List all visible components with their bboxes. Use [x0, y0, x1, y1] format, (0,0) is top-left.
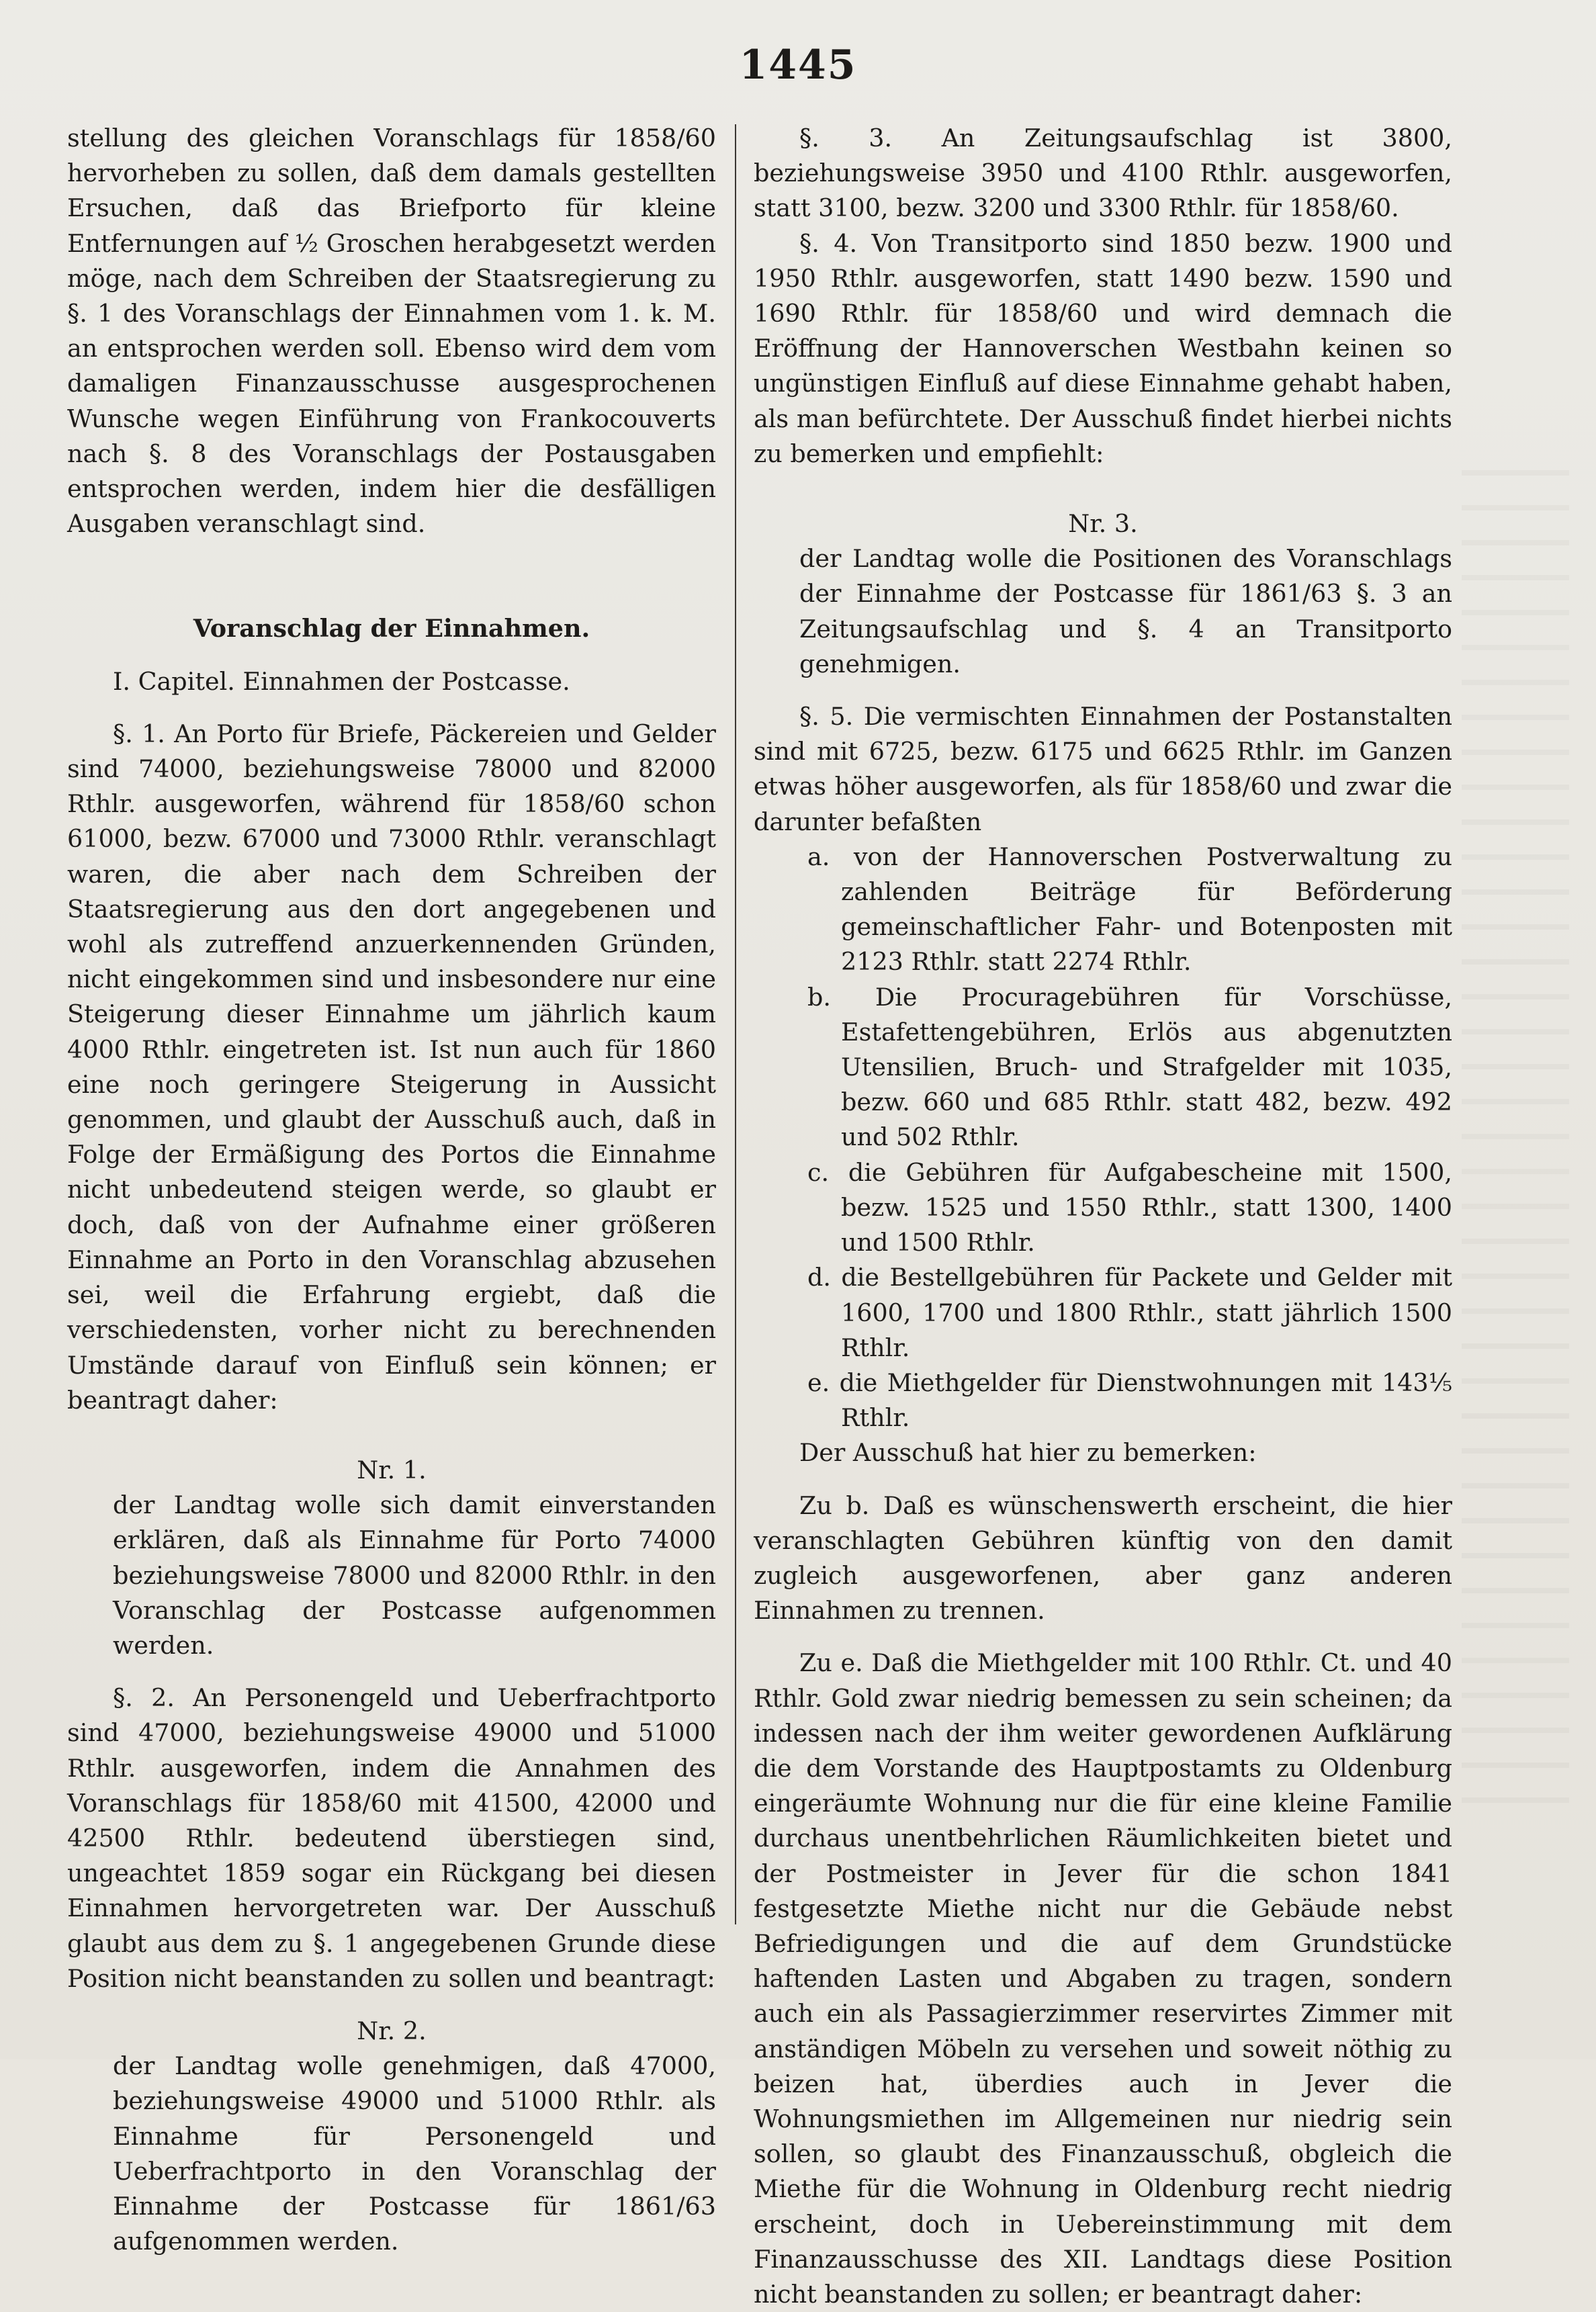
continuation-paragraph: stellung des gleichen Voranschlags für 1858/60 hervorheben zu sollen, daß dem damals gestellten Ersuchen, daß das Briefporto für kleine Entfernungen auf ½ Groschen herabgesetzt werden möge, nach dem Schreiben der Staatsregierung zu §. 1 des Voranschlags der Einnahmen vom 1. k. M. an entsprochen werden soll. Ebenso wird dem vom damaligen Finanzausschusse ausgesprochenen Wunsche wegen Einführung von Frankocouverts nach §. 8 des Voranschlags der Postausgaben entsprochen werden, indem hier die desfälligen Ausgaben veranschlagt sind.: [67, 124, 716, 539]
list-item-b: b. Die Procuragebühren für Vorschüsse, Estafettengebühren, Erlös aus abgenutzten Utensilien, Bruch- und Strafgelder mit 1035, bezw. 660 und 685 Rthlr. statt 482, bezw. 492 und 502 Rthlr.: [807, 982, 1452, 1152]
list-item-e: e. die Miethgelder für Dienstwohnungen mit 143⅕ Rthlr.: [807, 1368, 1452, 1433]
motion-2: der Landtag wolle genehmigen, daß 47000, beziehungsweise 49000 und 51000 Rthlr. als Einnahme für Personengeld und Ueberfrachtporto in den Voranschlag der Einnahme der Postcasse für 1861/63 aufgenommen werden.: [113, 2051, 716, 2256]
column-divider: [735, 124, 736, 1924]
paragraph-s4: §. 4. Von Transitporto sind 1850 bezw. 1900 und 1950 Rthlr. ausgeworfen, statt 1490 bezw. 1590 und 1690 Rthlr. für 1858/60 und wird demnach die Eröffnung der Hannoverschen Westbahn keinen so ungünstigen Einfluß auf diese Einnahme gehabt haben, als man befürchtete. Der Ausschuß findet hierbei nichts zu bemerken und empfiehlt:: [754, 228, 1452, 468]
motion-1: der Landtag wolle sich damit einverstanden erklären, daß als Einnahme für Porto 74000 beziehungsweise 78000 und 82000 Rthlr. in den Voranschlag der Postcasse aufgenommen werden.: [113, 1491, 716, 1660]
right-column: [754, 121, 1452, 2312]
motion-number-1: Nr. 1.: [357, 1455, 427, 1484]
remark-intro: Der Ausschuß hat hier zu bemerken:: [799, 1438, 1257, 1468]
motion-3: der Landtag wolle die Positionen des Voranschlags der Einnahme der Postcasse für 1861/63 §. 3 an Zeitungsaufschlag und §. 4 an Transitporto genehmigen.: [799, 544, 1452, 678]
paragraph-s1: §. 1. An Porto für Briefe, Päckereien und Gelder sind 74000, beziehungsweise 78000 und 82000 Rthlr. ausgeworfen, während für 1858/60 schon 61000, bezw. 67000 und 73000 Rthlr. veranschlagt waren, die aber nach dem Schreiben der Staatsregierung aus den dort angegebenen und wohl als zutreffend anzuerkennenden Gründen, nicht eingekommen sind und insbesondere nur eine Steigerung dieser Einnahme um jährlich kaum 4000 Rthlr. eingetreten ist. Ist nun auch für 1860 eine noch geringere Steigerung in Aussicht genommen, und glaubt der Ausschuß auch, daß in Folge der Ermäßigung des Portos die Einnahme nicht unbedeutend steigen werde, so glaubt er doch, daß von der Aufnahme einer größeren Einnahme an Porto in den Voranschlag abzusehen sei, weil die Erfahrung ergiebt, daß die verschiedensten, vorher nicht zu berechnenden Umstände darauf von Einfluß sein können; er beantragt daher:: [67, 719, 716, 1415]
show-through-texture: [1462, 470, 1569, 1814]
remark-zu-b: Zu b. Daß es wünschenswerth erscheint, die hier veranschlagten Gebühren künftig von den damit zugleich ausgeworfenen, aber ganz anderen Einnahmen zu trennen.: [754, 1491, 1452, 1626]
list-item-c: c. die Gebühren für Aufgabescheine mit 1500, bezw. 1525 und 1550 Rthlr., statt 1300, 1400 und 1500 Rthlr.: [807, 1157, 1452, 1257]
list-item-d: d. die Bestellgebühren für Packete und Gelder mit 1600, 1700 und 1800 Rthlr., statt jährlich 1500 Rthlr.: [807, 1263, 1452, 1362]
page-number: 1445: [739, 42, 857, 89]
paragraph-s2: §. 2. An Personengeld und Ueberfrachtporto sind 47000, beziehungsweise 49000 und 51000 Rthlr. ausgeworfen, indem die Annahmen des Voranschlags für 1858/60 mit 41500, 42000 und 42500 Rthlr. bedeutend überstiegen sind, ungeachtet 1859 sogar ein Rückgang bei diesen Einnahmen hervorgetreten war. Der Ausschuß glaubt aus dem zu §. 1 angegebenen Grunde diese Position nicht beanstanden zu sollen und beantragt:: [67, 1683, 716, 1993]
left-column: [67, 121, 716, 2259]
list-item-a: a. von der Hannoverschen Postverwaltung zu zahlenden Beiträge für Beförderung gemeinschaftlicher Fahr- und Botenposten mit 2123 Rthlr. statt 2274 Rthlr.: [807, 842, 1452, 977]
motion-number-3: Nr. 3.: [1068, 509, 1138, 539]
paragraph-s5: §. 5. Die vermischten Einnahmen der Postanstalten sind mit 6725, bezw. 6175 und 6625 Rthlr. im Ganzen etwas höher ausgeworfen, als für 1858/60 und zwar die darunter befaßten: [754, 702, 1452, 836]
paragraph-s3: §. 3. An Zeitungsaufschlag ist 3800, beziehungsweise 3950 und 4100 Rthlr. ausgeworfen, statt 3100, bezw. 3200 und 3300 Rthlr. für 1858/60.: [754, 124, 1452, 223]
chapter-title: I. Capitel. Einnahmen der Postcasse.: [113, 666, 570, 696]
remark-zu-e: Zu e. Daß die Miethgelder mit 100 Rthlr. Ct. und 40 Rthlr. Gold zwar niedrig bemessen zu sein scheinen; da indessen nach der ihm weiter gewordenen Aufklärung die dem Vorstande des Hauptpostamts zu Oldenburg eingeräumte Wohnung nur die für eine kleine Familie durchaus unentbehrlichen Räumlichkeiten bietet und der Postmeister in Jever für die schon 1841 festgesetzte Miethe nicht nur die Gebäude nebst Befriedigungen und die auf dem Grundstücke haftenden Lasten und Abgaben zu tragen, sondern auch ein als Passagierzimmer reservirtes Zimmer mit anständigen Möbeln zu versehen und soweit nöthig zu beizen hat, überdies auch in Jever die Wohnungsmiethen im Allgemeinen nur niedrig sein sollen, so glaubt des Finanzausschuß, obgleich die Miethe für die Wohnung in Oldenburg recht niedrig erscheint, doch in Uebereinstimmung mit dem Finanzausschusse des XII. Landtags diese Position nicht beanstanden zu sollen; er beantragt daher:: [754, 1648, 1452, 2309]
section-heading: Voranschlag der Einnahmen.: [193, 614, 590, 643]
motion-number-2: Nr. 2.: [357, 2016, 427, 2045]
